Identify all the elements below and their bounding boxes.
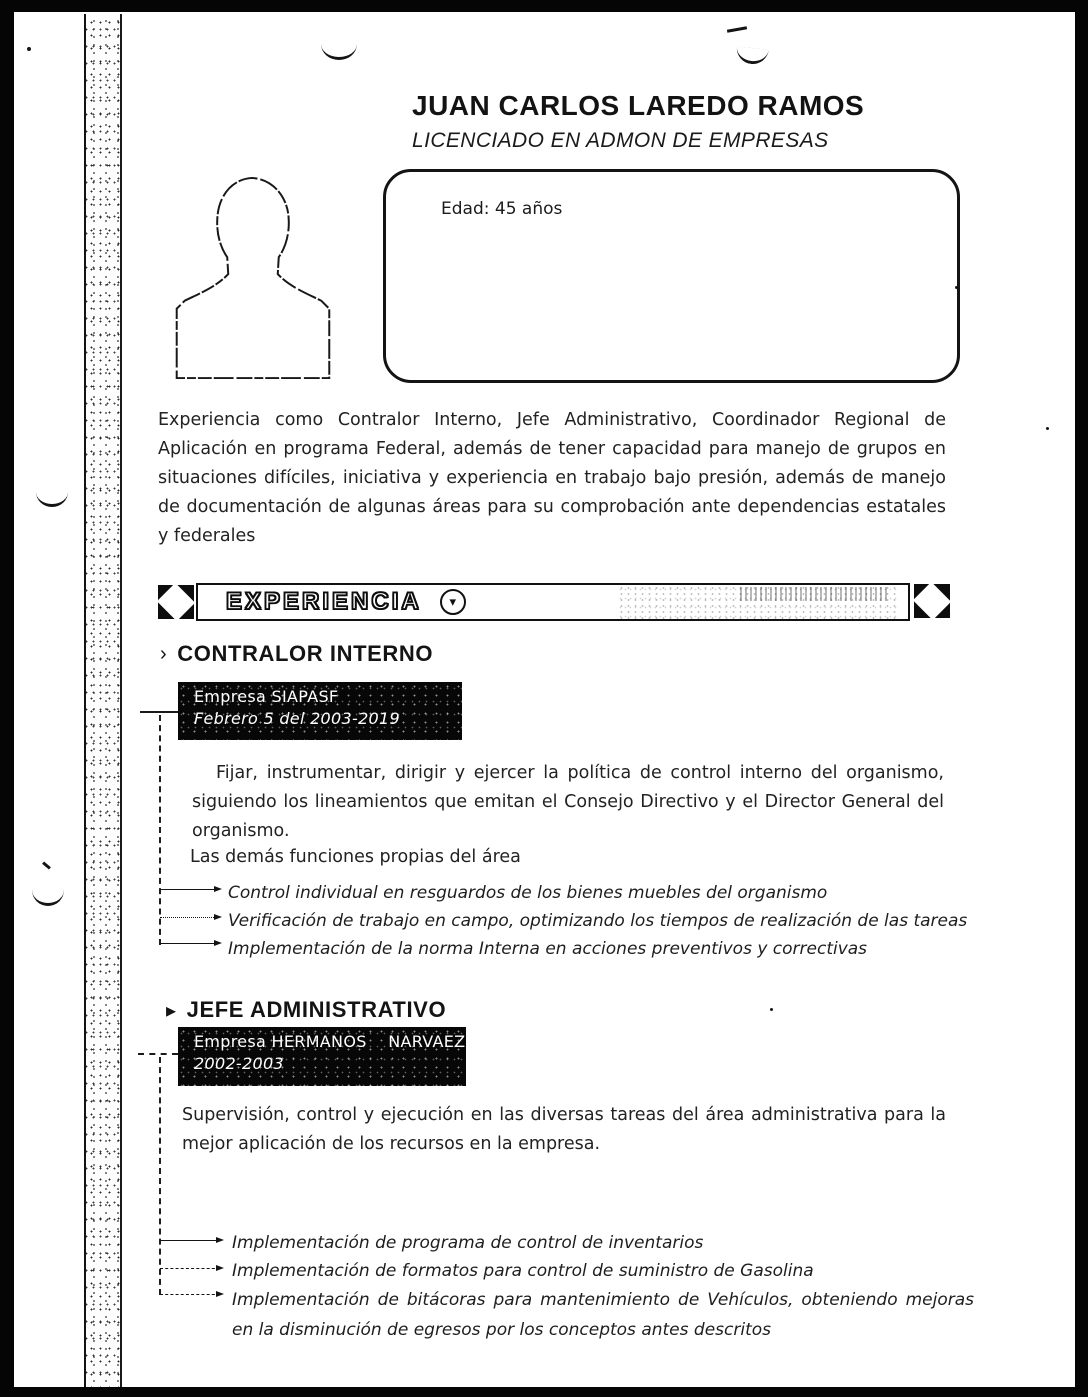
job-role-heading xyxy=(160,641,433,667)
diamond-ornament-left xyxy=(158,585,194,619)
scan-artifact-dot xyxy=(770,1008,773,1011)
job-role-heading xyxy=(166,997,446,1023)
bullet-connector xyxy=(160,943,218,944)
age-label: Edad: 45 años xyxy=(441,199,563,219)
bullet-item: Control individual en resguardos de los bienes muebles del organismo xyxy=(228,883,828,903)
scan-artifact-dot xyxy=(27,47,31,51)
dropdown-circle-icon: ▾ xyxy=(440,589,466,615)
employer-name: Empresa HERMANOS NARVAEZ xyxy=(194,1032,466,1051)
employer-highlight-box xyxy=(178,1027,466,1086)
bullet-connector xyxy=(160,1294,220,1295)
timeline-line xyxy=(159,1057,161,1295)
employer-highlight-box xyxy=(178,682,462,740)
person-silhouette-icon xyxy=(154,172,350,384)
job-note: Las demás funciones propias del área xyxy=(190,847,521,867)
job-description: Supervisión, control y ejecución en las diversas tareas del área administrativa para la mejor aplicación de los recursos en la empresa. xyxy=(182,1105,946,1154)
candidate-name: JUAN CARLOS LAREDO RAMOS xyxy=(412,90,865,121)
experience-banner xyxy=(196,583,910,621)
section-marker-icon: › xyxy=(160,642,168,665)
photo-silhouette xyxy=(154,172,350,384)
scan-artifact-dot xyxy=(1046,427,1049,430)
job-description: Fijar, instrumentar, dirigir y ejercer la política de control interno del organismo, siguiendo los lineamientos que emitan el Consejo Directivo y el Director General del organismo. xyxy=(192,763,944,841)
bullet-connector xyxy=(160,889,218,890)
diamond-ornament-right xyxy=(914,584,950,618)
employer-name: Empresa SIAPASF xyxy=(194,687,339,706)
timeline-link xyxy=(138,1053,178,1055)
bullet-connector xyxy=(160,917,218,918)
bullet-connector xyxy=(160,1240,220,1241)
timeline-line xyxy=(159,715,161,945)
binding-scan-strip xyxy=(84,14,122,1387)
bullet-item: Implementación de la norma Interna en acciones preventivos y correctivas xyxy=(228,939,868,959)
bullet-item: Implementación de programa de control de inventarios xyxy=(232,1233,704,1253)
job-role-label: JEFE ADMINISTRATIVO xyxy=(186,997,447,1022)
bullet-connector xyxy=(160,1268,220,1269)
employment-period: 2002-2003 xyxy=(194,1054,284,1073)
bullet-item: Implementación de bitácoras para mantenimiento de Vehículos, obteniendo mejoras en la disminución de egresos por los conceptos antes descritos xyxy=(232,1290,974,1340)
timeline-link xyxy=(140,711,178,713)
bullet-item: Implementación de formatos para control de suministro de Gasolina xyxy=(232,1261,814,1281)
section-marker-icon: ▸ xyxy=(166,999,177,1022)
candidate-degree: LICENCIADO EN ADMON DE EMPRESAS xyxy=(412,129,829,152)
bullet-item: Verificación de trabajo en campo, optimizando los tiempos de realización de las tareas xyxy=(228,911,968,931)
scan-noise xyxy=(740,587,890,601)
profile-summary: Experiencia como Contralor Interno, Jefe Administrativo, Coordinador Regional de Aplicación en programa Federal, además de tener capacidad para manejo de grupos en situaciones difíciles, iniciativa y experiencia en trabajo bajo presión, además de manejo de documentación de algunas áreas para su comprobación ante dependencias estatales y federales xyxy=(158,410,946,546)
personal-info-box xyxy=(383,169,960,383)
job-role-label: CONTRALOR INTERNO xyxy=(177,641,434,666)
experience-banner-label: EXPERIENCIA xyxy=(226,588,422,615)
employment-period: Febrero 5 del 2003-2019 xyxy=(194,709,400,728)
